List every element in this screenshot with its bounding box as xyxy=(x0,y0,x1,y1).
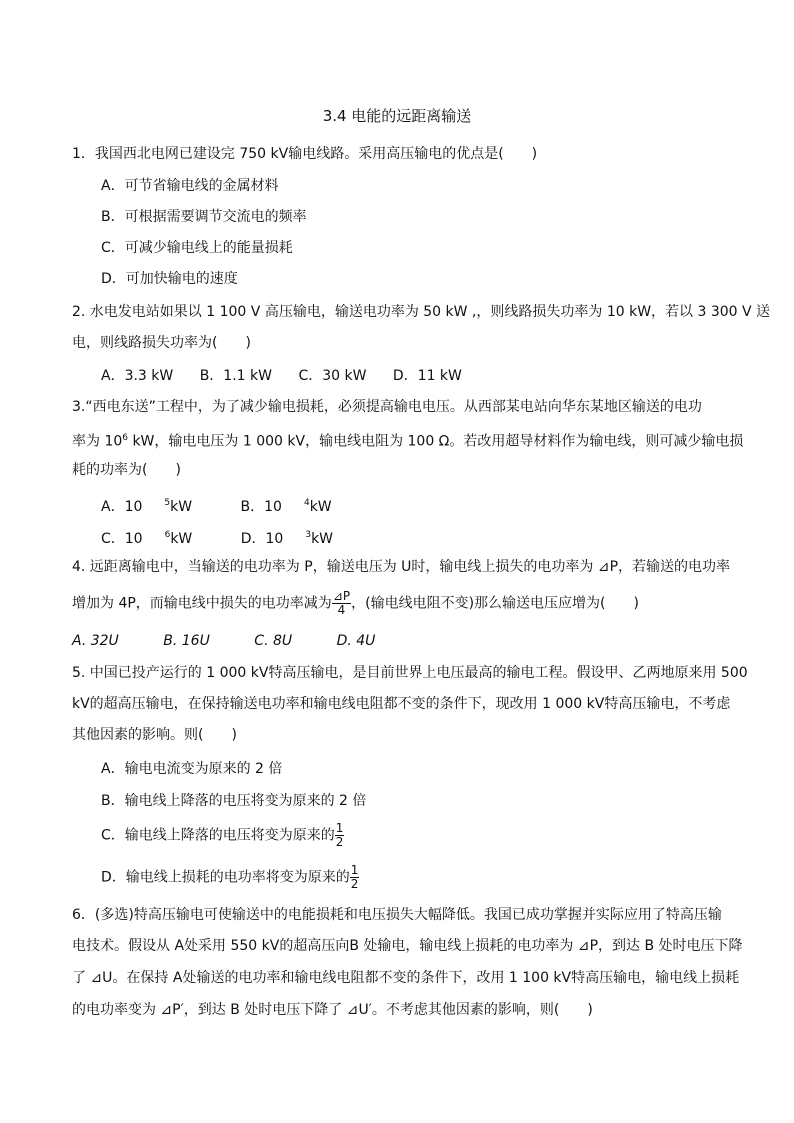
q5-option-c-denominator: 2 xyxy=(335,835,344,849)
q3-option-d xyxy=(241,525,355,549)
q6-stem-line3: 了 ⊿U。在保持 A处输送的电功率和输电线电阻都不变的条件下，改用 1 100 kV特高压输电，输电线上损耗 xyxy=(72,970,740,986)
q4-stem-line1: 4. 远距离输电中，当输送的电功率为 P，输送电压为 U时，输电线上损失的电功率为 ⊿P，若输送的电功率 xyxy=(72,559,731,575)
q6-stem-line2: 电技术。假设从 A处采用 550 kV的超高压向B 处输电，输电线上损耗的电功率为 ⊿P，到达 B 处时电压下降 xyxy=(72,938,743,954)
q5-option-c-fraction xyxy=(335,822,345,849)
q4-option-b: B. 16U xyxy=(163,633,210,649)
q2-options xyxy=(101,366,757,386)
q5-option-c-text: C．输电线上降落的电压将变为原来的 xyxy=(101,827,335,844)
q1-option-b: B．可根据需要调节交流电的频率 xyxy=(101,209,307,225)
q2-stem-line2: 电，则线路损失功率为( ) xyxy=(72,335,251,351)
q3-option-d-exp: 3 xyxy=(305,530,312,540)
q2-stem-line1: 2. 水电发电站如果以 1 100 V 高压输电，输送电功率为 50 kW ,，则线路损失功率为 10 kW，若以 3 300 V 送 xyxy=(72,304,771,320)
q3-option-b-base: B．10 xyxy=(240,498,282,515)
q4-stem-line2-b: ，(输电线电阻不变)那么输送电压应增为( ) xyxy=(351,595,639,612)
q5-stem-line2: kV的超高压输电，在保持输送电功率和输电线电阻都不变的条件下，现改用 1 000 kV特高压输电，不考虑 xyxy=(72,696,731,712)
q6-stem-line4: 的电功率变为 ⊿P′，到达 B 处时电压下降了 ⊿U′。不考虑其他因素的影响，则( ) xyxy=(72,1002,593,1018)
q3-option-c xyxy=(101,525,214,549)
q3-stem-line2 xyxy=(72,428,744,452)
q3-option-c-unit: kW xyxy=(170,530,193,547)
q3-option-a xyxy=(101,493,214,517)
q3-option-b-unit: kW xyxy=(309,498,332,515)
q3-option-b-exp: 4 xyxy=(303,498,310,508)
q3-stem-line3: 耗的功率为( ) xyxy=(72,462,181,478)
q3-stem-line2-a: 率为 10 xyxy=(72,433,123,450)
q4-option-a: A. 32U xyxy=(72,633,119,649)
q4-option-c: C. 8U xyxy=(254,633,293,649)
q2-option-d: D．11 kW xyxy=(392,368,462,384)
q4-stem-line2 xyxy=(72,590,728,617)
q3-options-row1 xyxy=(101,493,757,517)
q2-option-a: A．3.3 kW xyxy=(101,368,174,384)
q5-option-d-numerator: 1 xyxy=(350,863,359,877)
q3-option-d-base: D．10 xyxy=(240,530,284,547)
q5-stem-line1: 5. 中国已投产运行的 1 000 kV特高压输电，是目前世界上电压最高的输电工程。假设甲、乙两地原来用 500 xyxy=(72,665,748,681)
q4-fraction-numerator: ⊿P xyxy=(332,589,351,603)
q5-option-d xyxy=(101,864,757,891)
q5-option-c xyxy=(101,822,757,849)
q5-option-d-fraction xyxy=(350,864,360,891)
q4-stem-line2-a: 增加为 4P，而输电线中损失的电功率减为 xyxy=(72,595,332,612)
q1-stem: 1．我国西北电网已建设完 750 kV输电线路。采用高压输电的优点是( ) xyxy=(72,146,538,162)
q3-option-a-exp: 5 xyxy=(164,498,171,508)
q3-option-b xyxy=(241,493,354,517)
q3-option-a-base: A．10 xyxy=(101,498,143,515)
q4-fraction-denominator: 4 xyxy=(337,603,346,617)
q5-option-a: A．输电电流变为原来的 2 倍 xyxy=(101,761,283,777)
q1-option-a: A．可节省输电线的金属材料 xyxy=(101,178,279,194)
q2-option-b: B．1.1 kW xyxy=(199,368,272,384)
q4-options xyxy=(72,631,728,651)
q5-option-d-denominator: 2 xyxy=(350,877,359,891)
q1-option-d: D．可加快输电的速度 xyxy=(101,271,238,287)
q5-option-b: B．输电线上降落的电压将变为原来的 2 倍 xyxy=(101,793,367,809)
q3-stem-line1: 3.“西电东送”工程中，为了减少输电损耗，必须提高输电电压。从西部某电站向华东某地区输送的电功 xyxy=(72,399,702,415)
q3-option-d-unit: kW xyxy=(311,530,334,547)
q5-stem-line3: 其他因素的影响。则( ) xyxy=(72,727,237,743)
q4-option-d: D. 4U xyxy=(336,633,376,649)
q3-stem-line2-b: kW，输电电压为 1 000 kV，输电线电阻为 100 Ω。若改用超导材料作为输电线，则可减少输电损 xyxy=(128,433,744,450)
q3-stem-exp: 6 xyxy=(122,433,128,443)
q5-option-d-text: D．输电线上损耗的电功率将变为原来的 xyxy=(101,869,350,886)
q5-option-c-numerator: 1 xyxy=(335,821,344,835)
q3-option-c-base: C．10 xyxy=(101,530,143,547)
q6-stem-line1: 6．(多选)特高压输电可使输送中的电能损耗和电压损失大幅降低。我国已成功掌握并实际应用了特高压输 xyxy=(72,907,722,923)
page-title: 3.4 电能的远距离输送 xyxy=(322,107,472,125)
q2-option-c: C．30 kW xyxy=(298,368,367,384)
q3-options-row2 xyxy=(101,525,757,549)
q3-option-c-exp: 6 xyxy=(164,530,171,540)
q1-option-c: C．可减少输电线上的能量损耗 xyxy=(101,240,293,256)
q3-option-a-unit: kW xyxy=(170,498,193,515)
q4-fraction xyxy=(332,590,351,617)
